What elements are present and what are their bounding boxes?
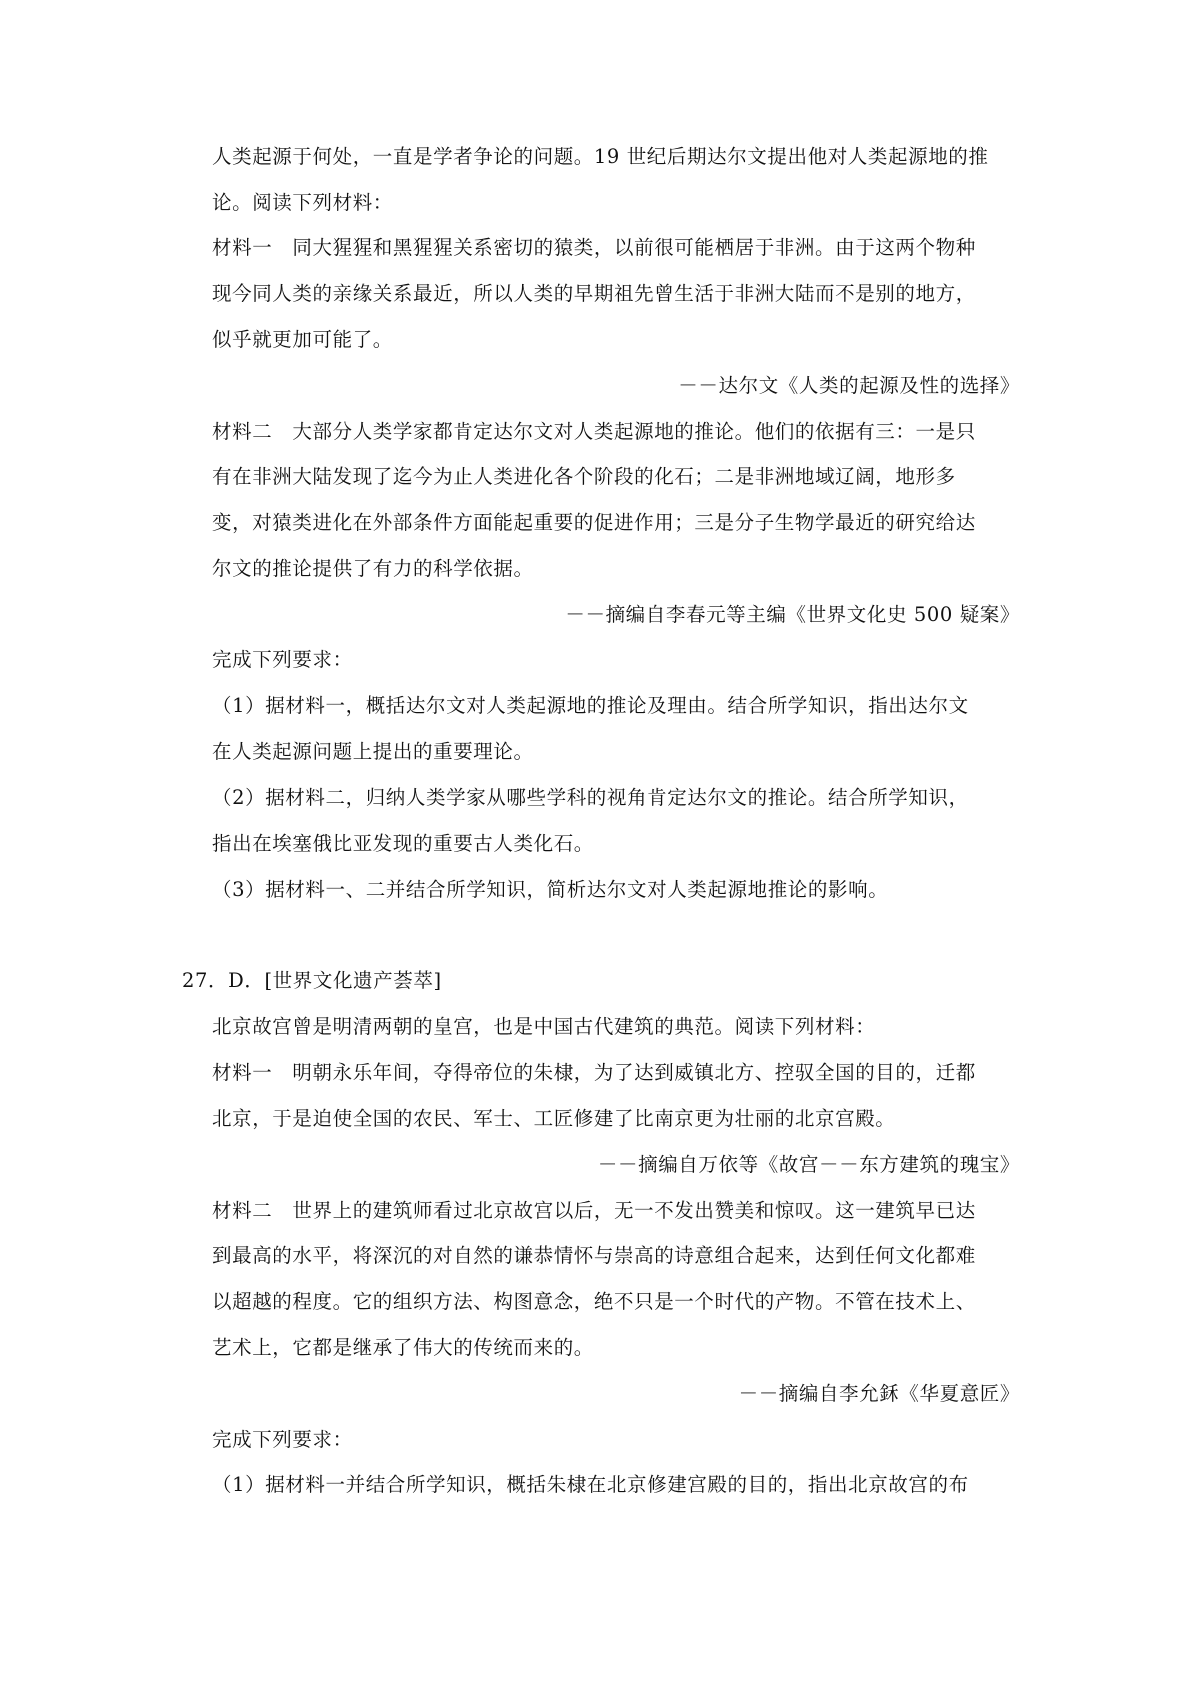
q27-material2-line-1: 材料二 世界上的建筑师看过北京故宫以后，无一不发出赞美和惊叹。这一建筑早已达 xyxy=(212,1199,976,1222)
q27-question-1-line-1: （1）据材料一并结合所学知识，概括朱棣在北京修建宫殿的目的，指出北京故宫的布 xyxy=(212,1473,969,1496)
q27-material2-line-3: 以超越的程度。它的组织方法、构图意念，绝不只是一个时代的产物。不管在技术上、 xyxy=(212,1290,976,1313)
q26-material2-line-3: 变，对猿类进化在外部条件方面能起重要的促进作用；三是分子生物学最近的研究给达 xyxy=(212,511,976,534)
q27-material1-line-2: 北京，于是迫使全国的农民、军士、工匠修建了比南京更为壮丽的北京宫殿。 xyxy=(212,1107,896,1130)
q26-question-1-line-2: 在人类起源问题上提出的重要理论。 xyxy=(212,740,534,763)
q26-question-2-line-1: （2）据材料二，归纳人类学家从哪些学科的视角肯定达尔文的推论。结合所学知识， xyxy=(212,786,969,809)
q26-material1-source: －－达尔文《人类的起源及性的选择》 xyxy=(678,374,1020,397)
q27-heading: 27．D．[世界文化遗产荟萃] xyxy=(182,969,442,992)
q26-question-3: （3）据材料一、二并结合所学知识，简析达尔文对人类起源地推论的影响。 xyxy=(212,878,889,901)
q26-material1-line-2: 现今同人类的亲缘关系最近，所以人类的早期祖先曾生活于非洲大陆而不是别的地方， xyxy=(212,282,976,305)
q27-material2-line-4: 艺术上，它都是继承了伟大的传统而来的。 xyxy=(212,1336,594,1359)
q26-intro-line-2: 论。阅读下列材料： xyxy=(212,191,393,214)
q26-material2-line-1: 材料二 大部分人类学家都肯定达尔文对人类起源地的推论。他们的依据有三：一是只 xyxy=(212,420,976,443)
q26-material1-line-3: 似乎就更加可能了。 xyxy=(212,328,393,351)
q26-requirements-heading: 完成下列要求： xyxy=(212,648,353,671)
q26-question-2-line-2: 指出在埃塞俄比亚发现的重要古人类化石。 xyxy=(212,832,594,855)
q27-material2-line-2: 到最高的水平，将深沉的对自然的谦恭情怀与崇高的诗意组合起来，达到任何文化都难 xyxy=(212,1244,976,1267)
q27-requirements-heading: 完成下列要求： xyxy=(212,1428,353,1451)
q27-material1-source: －－摘编自万依等《故宫－－东方建筑的瑰宝》 xyxy=(597,1153,1020,1176)
q26-question-1-line-1: （1）据材料一，概括达尔文对人类起源地的推论及理由。结合所学知识，指出达尔文 xyxy=(212,694,969,717)
q26-intro-line-1: 人类起源于何处，一直是学者争论的问题。19 世纪后期达尔文提出他对人类起源地的推 xyxy=(212,145,989,168)
q27-material2-source: －－摘编自李允鉌《华夏意匠》 xyxy=(738,1382,1020,1405)
q26-material2-line-4: 尔文的推论提供了有力的科学依据。 xyxy=(212,557,534,580)
q26-material2-line-2: 有在非洲大陆发现了迄今为止人类进化各个阶段的化石；二是非洲地域辽阔，地形多 xyxy=(212,465,956,488)
q26-material2-source: －－摘编自李春元等主编《世界文化史 500 疑案》 xyxy=(565,603,1020,626)
q27-intro: 北京故宫曾是明清两朝的皇宫，也是中国古代建筑的典范。阅读下列材料： xyxy=(212,1015,876,1038)
q26-material1-line-1: 材料一 同大猩猩和黑猩猩关系密切的猿类，以前很可能栖居于非洲。由于这两个物种 xyxy=(212,236,976,259)
q27-material1-line-1: 材料一 明朝永乐年间，夺得帝位的朱棣，为了达到威镇北方、控驭全国的目的，迁都 xyxy=(212,1061,976,1084)
